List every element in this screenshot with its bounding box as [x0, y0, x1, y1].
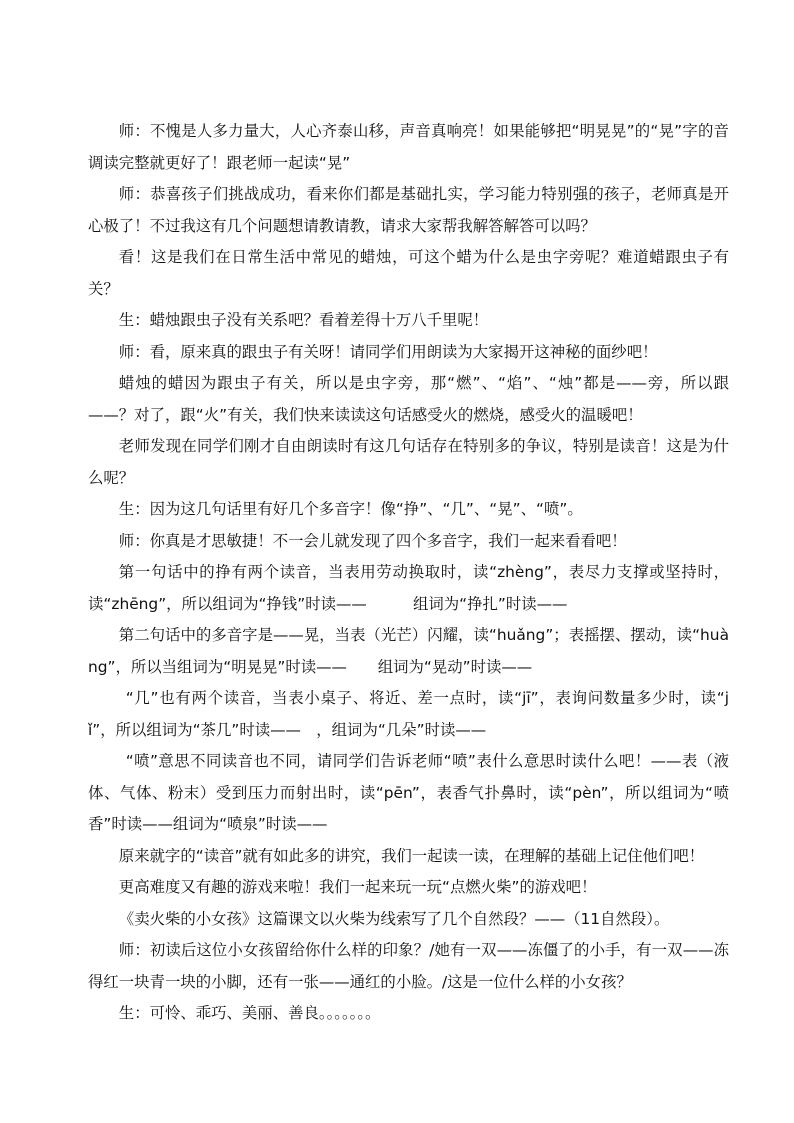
- paragraph: 师：初读后这位小女孩留给你什么样的印象？/她有一双——冻僵了的小手，有一双——冻得红一块青一块的小脚，还有一张——通红的小脸。/这是一位什么样的小女孩？: [88, 941, 729, 991]
- paragraph: 师：恭喜孩子们挑战成功，看来你们都是基础扎实，学习能力特别强的孩子，老师真是开心极了！不过我这有几个问题想请教请教，请求大家帮我解答解答可以吗？: [88, 185, 729, 235]
- paragraph: 师：看，原来真的跟虫子有关呀！请同学们用朗读为大家揭开这神秘的面纱吧！: [118, 342, 658, 361]
- paragraph: 师：你真是才思敏捷！不一会儿就发现了四个多音字，我们一起来看看吧！: [118, 531, 627, 550]
- paragraph: 师：不愧是人多力量大，人心齐泰山移，声音真响亮！如果能够把“明晃晃”的“晃”字的音调读完整就更好了！跟老师一起读“晃”: [88, 122, 729, 172]
- paragraph: 更高难度又有趣的游戏来啦！我们一起来玩一玩“点燃火柴”的游戏吧！: [118, 878, 597, 896]
- paragraph: 第一句话中的挣有两个读音，当表用劳动换取时，读“zhèng”，表尽力支撑或坚持时，读“zhēng”，所以组词为“挣钱”时读—— 组词为“挣扎”时读——: [88, 563, 729, 613]
- paragraph: 生：蜡烛跟虫子没有关系吧？看着差得十万八千里呢！: [118, 311, 489, 329]
- paragraph: 看！这是我们在日常生活中常见的蜡烛，可这个蜡为什么是虫字旁呢？难道蜡跟虫子有关？: [88, 248, 729, 298]
- paragraph: 第二句话中的多音字是——晃，当表（光芒）闪耀，读“huǎng”；表摇摆、摆动，读“huàng”，所以当组词为“明晃晃”时读—— 组词为“晃动”时读——: [88, 626, 729, 676]
- paragraph: 生：可怜、乖巧、美丽、善良。。。。。。。: [118, 1004, 381, 1022]
- document-body: [88, 116, 729, 1030]
- paragraph: “喷”意思不同读音也不同，请同学们告诉老师“喷”表什么意思时读什么吧！——表（液体、气体、粉末）受到压力而射出时，读“pēn”，表香气扑鼻时，读“pèn”，所以组词为“喷香”时读——组词为“喷泉”时读——: [88, 752, 729, 833]
- paragraph: 生：因为这几句话里有好几个多音字！像“挣”、“几”、“晃”、“喷”。: [118, 500, 583, 518]
- paragraph: 老师发现在同学们刚才自由朗读时有这几句话存在特别多的争议，特别是读音！这是为什么呢？: [88, 437, 729, 487]
- paragraph: 蜡烛的蜡因为跟虫子有关，所以是虫字旁，那“燃”、“焰”、“烛”都是——旁，所以跟——？对了，跟“火”有关，我们快来读读这句话感受火的燃烧，感受火的温暖吧！: [88, 374, 729, 424]
- paragraph: “几”也有两个读音，当表小桌子、将近、差一点时，读“jī”，表询问数量多少时，读“jǐ”，所以组词为“茶几”时读—— ，组词为“几朵”时读——: [88, 689, 729, 739]
- paragraph: 原来就字的“读音”就有如此多的讲究，我们一起读一读，在理解的基础上记住他们吧！: [118, 846, 705, 865]
- paragraph: 《卖火柴的小女孩》这篇课文以火柴为线索写了几个自然段？——（11自然段）。: [118, 909, 670, 928]
